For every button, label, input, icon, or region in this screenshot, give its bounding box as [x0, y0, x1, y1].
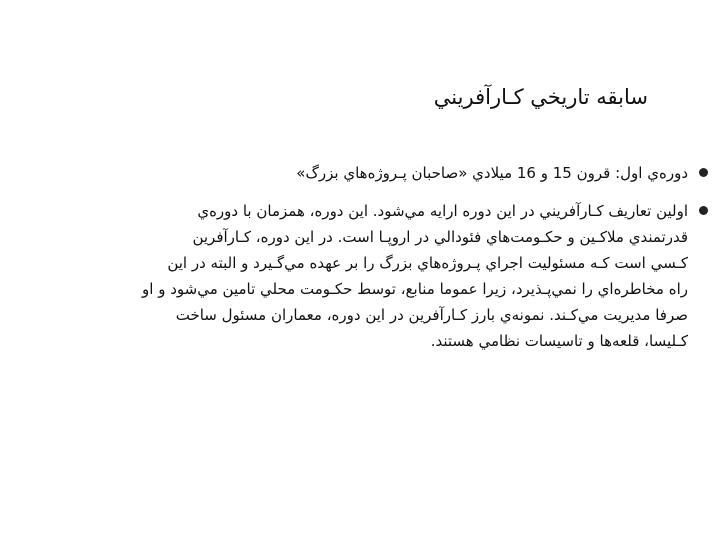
bullet-list	[20, 160, 710, 358]
bullet-text-line: دوره‌ي اول: قرون 15 و 16 ميلادي «صاحبان پـروژه‌هاي بزرگ»	[296, 164, 688, 182]
bullet-text-line: كـليسا، قلعه‌ها و تاسيسات نظامي هستند.	[430, 332, 688, 350]
bullet-item	[20, 198, 710, 354]
slide-title: سابقه تاريخي كـارآفريني	[433, 85, 648, 109]
bullet-text-line: راه مخاطره‌اي را نمي‌پـذيرد، زيرا عموما منابع، توسط حكـومت محلي تامين مي‌شود و او	[142, 280, 688, 298]
bullet-text-line: كـسي است كـه مسئوليت اجراي پـروژه‌هاي بزرگ را بر عهده مي‌گـيرد و البته در اين	[167, 254, 688, 272]
bullet-text-line: اولين تعاريف كـارآفريني در اين دوره ارايه مي‌شود. اين دوره، همزمان با دوره‌ي	[197, 202, 688, 220]
bullet-text-line: صرفا مديريت مي‌كـند. نمونه‌ي بارز كـارآفرين در اين دوره، معماران مسئول ساخت	[175, 306, 688, 324]
bullet-dot-icon	[699, 168, 708, 177]
bullet-text-line: قدرتمندي ملاكـين و حكـومت‌هاي فئودالي در اروپـا است. در اين دوره، كـارآفرين	[192, 228, 688, 246]
bullet-item	[20, 160, 710, 186]
bullet-dot-icon	[699, 206, 708, 215]
